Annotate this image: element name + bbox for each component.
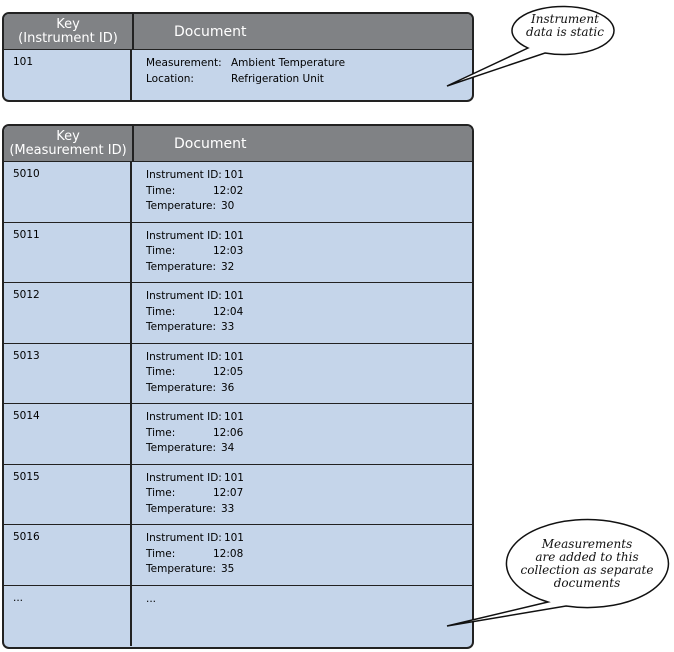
key-header-line: Key xyxy=(56,16,80,32)
key-cell: 5016 xyxy=(4,525,132,585)
field-label: Time: xyxy=(146,547,176,560)
field-value: 12:04 xyxy=(213,305,244,318)
field-label: Instrument ID: xyxy=(146,290,222,302)
field-label: Time: xyxy=(146,305,176,318)
field-label: Temperature: xyxy=(146,260,217,273)
field-value: Ambient Temperature xyxy=(231,57,346,69)
field-label: Instrument ID: xyxy=(146,411,222,423)
field-value: 101 xyxy=(223,229,244,242)
field-value: 12:06 xyxy=(213,426,244,439)
key-cell: 101 xyxy=(4,50,132,101)
field-label: Temperature: xyxy=(146,200,217,212)
field-value: 12:03 xyxy=(213,245,244,257)
document-cell: ... xyxy=(146,592,157,605)
document-header: Document xyxy=(174,135,247,152)
field-value: 101 xyxy=(223,411,244,423)
field-value: 12:02 xyxy=(213,184,244,197)
field-value: 101 xyxy=(223,532,244,544)
field-value: 101 xyxy=(223,290,244,302)
field-value: 32 xyxy=(221,260,235,273)
callout-line: data is static xyxy=(526,25,604,39)
field-label: Temperature: xyxy=(146,502,217,515)
document-header: Document xyxy=(174,23,247,40)
field-value: 30 xyxy=(221,200,235,212)
field-label: Time: xyxy=(146,245,176,257)
field-label: Temperature: xyxy=(146,442,217,454)
field-label: Temperature: xyxy=(146,381,217,394)
field-value: 101 xyxy=(223,169,244,181)
field-label: Time: xyxy=(146,184,176,197)
field-label: Instrument ID: xyxy=(146,229,222,242)
field-label: Time: xyxy=(146,487,176,499)
field-value: 101 xyxy=(223,350,244,363)
field-value: 33 xyxy=(221,321,235,333)
field-label: Time: xyxy=(146,366,176,378)
key-header-line: Key xyxy=(56,128,80,144)
key-cell: ... xyxy=(4,586,132,646)
field-value: 12:08 xyxy=(213,547,244,560)
callout-line: Instrument xyxy=(531,12,599,26)
field-value: 34 xyxy=(221,442,235,454)
field-label: Instrument ID: xyxy=(146,169,222,181)
field-value: 35 xyxy=(221,563,235,575)
field-label: Temperature: xyxy=(146,563,217,575)
field-value: 101 xyxy=(223,471,244,484)
field-value: 33 xyxy=(221,502,235,515)
key-cell: 5014 xyxy=(4,404,132,464)
field-value: 12:07 xyxy=(213,487,244,499)
callout-line: collection as separate xyxy=(520,563,654,577)
field-label: Temperature: xyxy=(146,321,217,333)
key-cell: 5010 xyxy=(4,162,132,222)
callout-added xyxy=(502,538,672,590)
key-header-line: (Measurement ID) xyxy=(9,142,127,158)
field-value: 36 xyxy=(221,381,235,394)
key-header-line: (Instrument ID) xyxy=(18,30,118,46)
field-label: Location: xyxy=(146,72,194,85)
field-value: 12:05 xyxy=(213,366,244,378)
callout-line: documents xyxy=(553,576,621,590)
field-label: Time: xyxy=(146,426,176,439)
field-label: Instrument ID: xyxy=(146,471,222,484)
key-cell: 5013 xyxy=(4,344,132,404)
callout-static xyxy=(515,13,615,39)
callout-line: are added to this xyxy=(535,550,639,564)
key-cell: 5012 xyxy=(4,283,132,343)
field-label: Instrument ID: xyxy=(146,350,222,363)
key-cell: 5011 xyxy=(4,223,132,283)
callout-line: Measurements xyxy=(541,537,633,551)
field-value: Refrigeration Unit xyxy=(231,72,324,85)
key-cell: 5015 xyxy=(4,465,132,525)
field-label: Measurement: xyxy=(146,57,222,69)
field-label: Instrument ID: xyxy=(146,532,222,544)
